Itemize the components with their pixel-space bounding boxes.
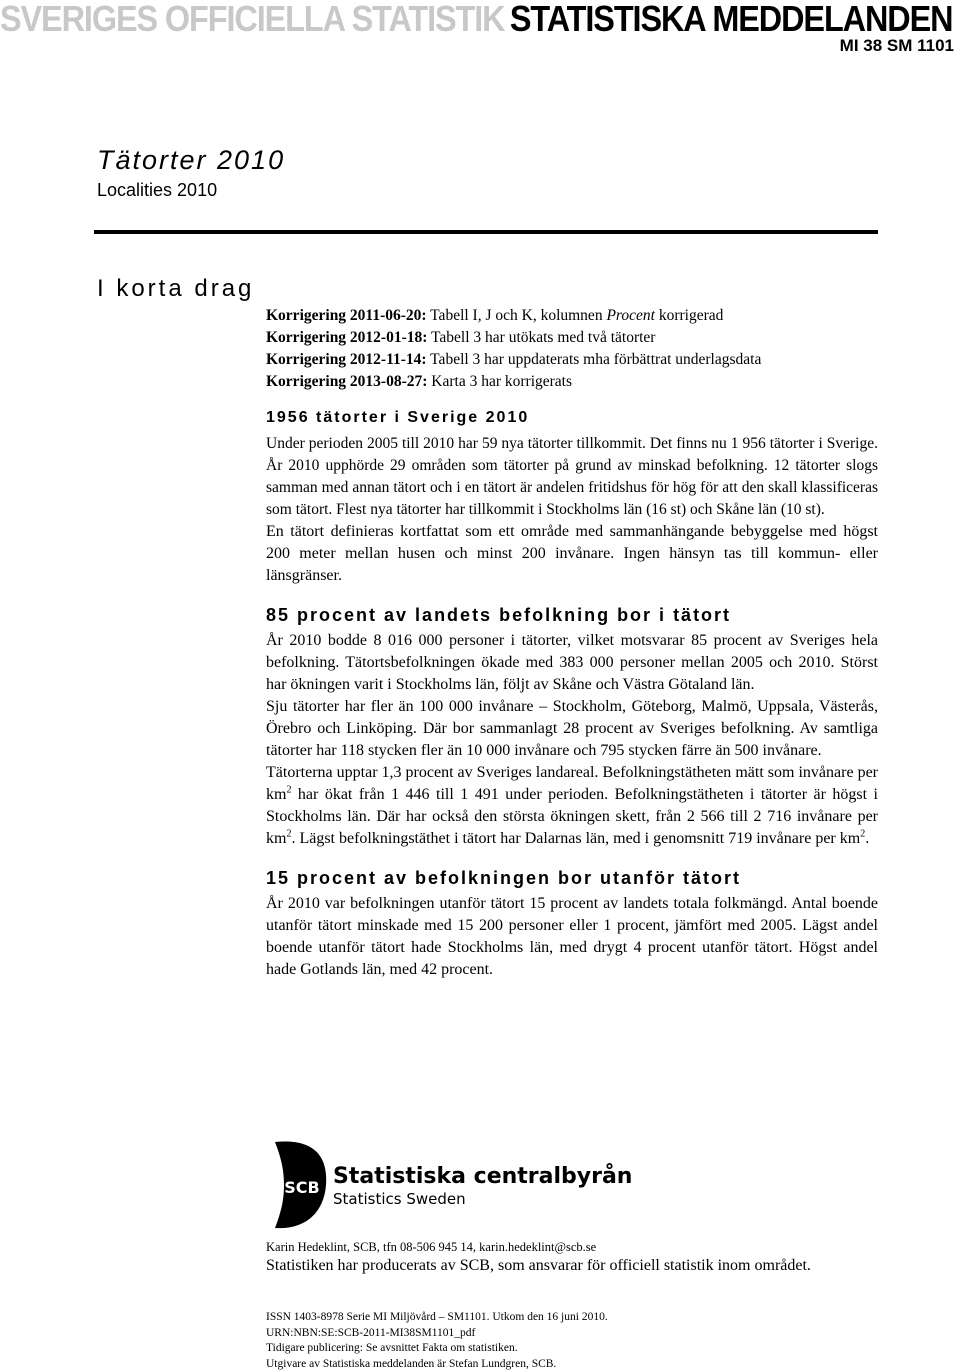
correction-text: Tabell 3 har utökats med två tätorter	[427, 329, 656, 346]
correction-item	[266, 371, 878, 393]
scb-logo	[266, 1140, 633, 1230]
correction-text: Karta 3 har korrigerats	[427, 373, 573, 390]
superscript: 2	[860, 828, 866, 840]
logo-wordmark	[333, 1164, 632, 1208]
paragraph: Sju tätorter har fler än 100 000 invånare – Stockholm, Göteborg, Malmö, Uppsala, Västerås, Örebro och Linköping. Där bor sammanlagt 28 procent av Sveriges befolkning. Av samtliga tätorter har 118 stycken fler än 10 000 invånare och 795 stycken färre än 500 invånare.	[266, 698, 878, 759]
logo-name-english: Statistics Sweden	[333, 1190, 466, 1208]
title-divider	[94, 230, 878, 234]
superscript: 2	[286, 784, 292, 796]
meta-line: URN:NBN:SE:SCB-2011-MI38SM1101_pdf	[266, 1326, 476, 1339]
correction-text: korrigerad	[654, 307, 724, 324]
logo-name: Statistiska centralbyrån	[333, 1164, 633, 1189]
section-heading: 1956 tätorter i Sverige 2010	[266, 409, 530, 426]
paragraph-text: . Lägst befolkningstäthet i tätort har Dalarnas län, med i genomsnitt 719 invånare per km	[291, 830, 861, 847]
meta-line: ISSN 1403-8978 Serie MI Miljövård – SM1101. Utkom den 16 juni 2010.	[266, 1311, 608, 1323]
producer-statement: Statistiken har producerats av SCB, som ansvarar för officiell statistik inom området.	[266, 1257, 811, 1274]
paragraph: En tätort definieras kortfattat som ett område med sammanhängande bebyggelse med högst 200 meter mellan husen och minst 200 invånare. Ingen hänsyn tas till kommun- eller länsgränser.	[266, 523, 878, 584]
correction-label: Korrigering 2012-01-18:	[266, 329, 428, 346]
paragraph-text: Tätorterna upptar 1,3 procent av Sveriges landareal. Befolkningstätheten mätt som invånare per km	[266, 764, 878, 803]
correction-text: Tabell 3 har uppdaterats mha förbättrat underlagsdata	[426, 351, 762, 368]
superscript: 2	[286, 828, 292, 840]
meta-line: Tidigare publicering: Se avsnittet Fakta om statistiken.	[266, 1342, 518, 1354]
publication-meta	[266, 1310, 608, 1372]
summary-content	[266, 305, 878, 981]
page-subtitle: Localities 2010	[97, 180, 218, 200]
section-heading: 85 procent av landets befolkning bor i tätort	[266, 605, 732, 625]
meta-line: Utgivare av Statistiska meddelanden är Stefan Lundgren, SCB.	[266, 1357, 557, 1370]
paragraph	[266, 762, 878, 850]
correction-item	[266, 305, 878, 327]
correction-text: Tabell I, J och K, kolumnen	[426, 307, 607, 324]
section-heading: 15 procent av befolkningen bor utanför tätort	[266, 868, 742, 888]
series-statistical-reports: STATISTISKA MEDDELANDEN	[509, 0, 953, 39]
paragraph-text: .	[865, 830, 870, 847]
publication-series-banner	[0, 0, 953, 39]
logo-mark-text: SCB	[284, 1178, 320, 1197]
paragraph: År 2010 bodde 8 016 000 personer i tätorter, vilket motsvarar 85 procent av Sveriges hela befolkning. Tätortsbefolkningen ökade med 383 000 personer mellan 2005 och 2010. Störst har ökningen varit i Stockholms län, följt av Skåne och Västra Götaland län.	[266, 632, 878, 693]
corrections-list	[266, 305, 878, 393]
correction-label: Korrigering 2011-06-20:	[266, 307, 427, 324]
paragraph: Under perioden 2005 till 2010 har 59 nya tätorter tillkommit. Det finns nu 1 956 tätorter i Sverige. År 2010 upphörde 29 områden som tätorter på grund av minskad befolkning. 12 tätorter slogs samman med annan tätort och i en tätort är andelen fritidshus för hög för att den skall klassificeras som tätort. Flest nya tätorter har tillkommit i Stockholms län (16 st) och Skåne län (10 st).	[266, 435, 878, 518]
correction-item	[266, 327, 878, 349]
series-number: MI 38 SM 1101	[839, 36, 954, 55]
correction-label: Korrigering 2013-08-27:	[266, 373, 428, 390]
contact-line: Karin Hedeklint, SCB, tfn 08-506 945 14, karin.hedeklint@scb.se	[266, 1240, 597, 1254]
paragraph: År 2010 var befolkningen utanför tätort 15 procent av landets totala folkmängd. Antal boende utanför tätort minskade med 15 200 personer eller 1 procent, jämfört med 2005. Lägst andel boende utanför tätort hade Stockholms län, med drygt 4 procent utanför tätort. Högst andel hade Gotlands län, med 42 procent.	[266, 895, 878, 978]
paragraph-text: har ökat från 1 446 till 1 491 under perioden. Befolkningstätheten i tätorter är högst i Stockholms län. Där har också den största ökningen skett, från 2 566 till 2 716 invånare per km	[266, 786, 878, 847]
correction-emphasis: Procent	[606, 307, 655, 324]
scb-logo-mark	[266, 1140, 328, 1230]
summary-heading: I korta drag	[97, 275, 255, 302]
correction-label: Korrigering 2012-11-14:	[266, 351, 427, 368]
page-title: Tätorter 2010	[97, 145, 286, 175]
correction-item	[266, 349, 878, 371]
series-official-statistics: SVERIGES OFFICIELLA STATISTIK	[0, 0, 505, 39]
